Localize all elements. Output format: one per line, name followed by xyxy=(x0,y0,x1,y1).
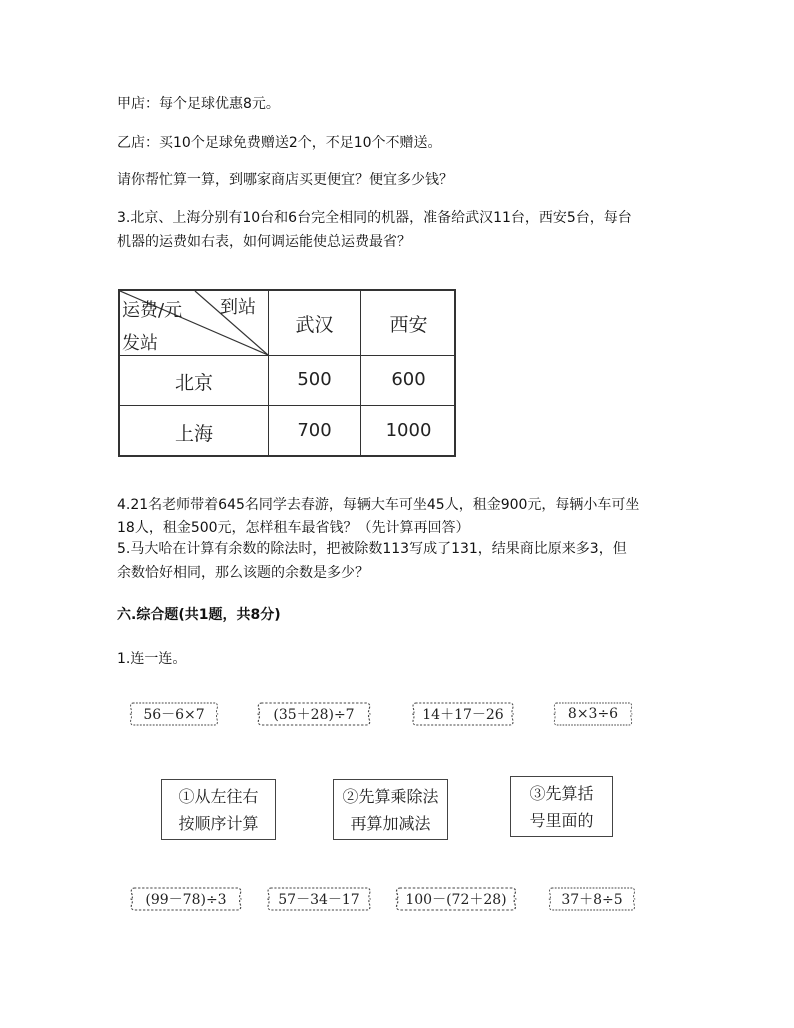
row-station-beijing: 北京 xyxy=(174,372,213,394)
q5-line2: 余数恰好相同，那么该题的余数是多少？ xyxy=(117,565,369,581)
rule-box-left-to-right[interactable] xyxy=(161,779,276,840)
expression-card[interactable] xyxy=(255,700,373,728)
cell-beijing-wuhan: 500 xyxy=(297,369,332,390)
rule-line2: 按顺序计算 xyxy=(178,813,259,833)
column-header-xian: 西安 xyxy=(389,314,428,336)
expression-text: 57－34－17 xyxy=(278,892,360,908)
cell-beijing-xian: 600 xyxy=(391,369,426,390)
expression-card[interactable] xyxy=(547,885,637,913)
section6-heading: 六.综合题(共1题，共8分) xyxy=(117,607,281,623)
expression-card[interactable] xyxy=(128,700,220,728)
expression-card[interactable] xyxy=(393,885,519,913)
rule-box-parentheses-first[interactable] xyxy=(510,776,613,837)
store-b-text: 乙店：买10个足球免费赠送2个，不足10个不赠送。 xyxy=(117,135,442,151)
expression-text: (35＋28)÷7 xyxy=(273,707,355,723)
expression-text: 37＋8÷5 xyxy=(561,892,623,908)
store-a-text: 甲店：每个足球优惠8元。 xyxy=(117,96,280,112)
q3-line2: 机器的运费如右表，如何调运能使总运费最省？ xyxy=(117,234,411,250)
cell-shanghai-xian: 1000 xyxy=(385,420,432,441)
header-origin-label: 发站 xyxy=(122,333,158,354)
expression-card[interactable] xyxy=(410,700,516,728)
q6-1-text: 1.连一连。 xyxy=(117,651,187,667)
cell-shanghai-wuhan: 700 xyxy=(297,420,332,441)
q4-line2: 18人，租金500元，怎样租车最省钱？（先计算再回答） xyxy=(117,520,470,536)
rule-line1: ①从左往右 xyxy=(178,786,259,806)
expression-card[interactable] xyxy=(552,700,634,728)
rule-line1: ②先算乘除法 xyxy=(342,786,439,806)
expression-text: 100－(72＋28) xyxy=(405,892,507,908)
expression-card[interactable] xyxy=(265,885,373,913)
rule-line2: 号里面的 xyxy=(529,810,594,830)
expression-text: 8×3÷6 xyxy=(567,706,619,722)
expression-text: (99－78)÷3 xyxy=(145,892,227,908)
rule-box-multiply-first[interactable] xyxy=(333,779,448,840)
expression-card[interactable] xyxy=(128,885,244,913)
expression-text: 14＋17－26 xyxy=(422,707,504,723)
rule-line1: ③先算括 xyxy=(529,783,594,803)
expression-text: 56－6×7 xyxy=(143,707,205,723)
rule-line2: 再算加减法 xyxy=(350,813,431,833)
question-text: 请你帮忙算一算，到哪家商店买更便宜？便宜多少钱？ xyxy=(117,172,453,188)
q4-line1: 4.21名老师带着645名同学去春游，每辆大车可坐45人，租金900元，每辆小车可坐 xyxy=(117,497,640,513)
freight-table xyxy=(118,289,456,457)
header-destination-label: 到站 xyxy=(220,297,256,318)
q5-line1: 5.马大哈在计算有余数的除法时，把被除数113写成了131，结果商比原来多3，但 xyxy=(117,541,627,557)
header-fee-label: 运费/元 xyxy=(122,300,183,321)
q3-line1: 3.北京、上海分别有10台和6台完全相同的机器，准备给武汉11台，西安5台，每台 xyxy=(117,210,632,226)
column-header-wuhan: 武汉 xyxy=(295,314,334,336)
row-station-shanghai: 上海 xyxy=(174,423,213,445)
